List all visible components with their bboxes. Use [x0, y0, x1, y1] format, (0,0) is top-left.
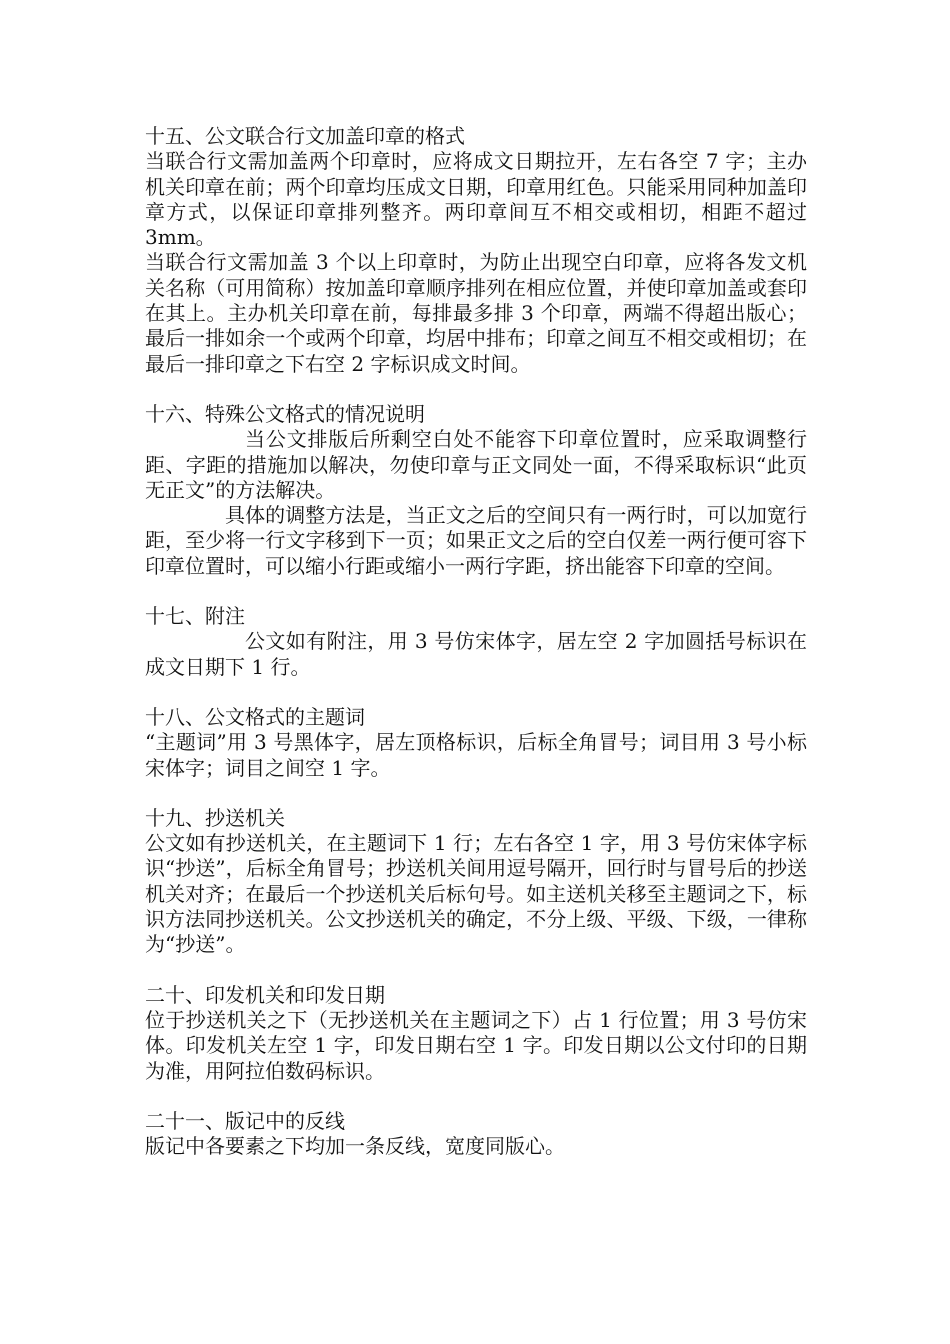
section-15 [145, 124, 807, 377]
section-paragraph: 当公文排版后所剩空白处不能容下印章位置时，应采取调整行距、字距的措施加以解决，勿使印章与正文同处一面，不得采取标识“此页无正文”的方法解决。 [145, 427, 807, 502]
section-heading: 十七、附注 [145, 604, 245, 629]
section-17 [145, 604, 807, 680]
section-paragraph: 当联合行文需加盖 3 个以上印章时，为防止出现空白印章，应将各发文机关名称（可用简称）按加盖印章顺序排列在相应位置，并使印章加盖或套印在其上。主办机关印章在前，每排最多排 3 个印章，两端不得超出版心；最后一排如余一个或两个印章，均居中排布；印章之间互不相交或相切；在最后一排印章之下右空 2 字标识成文时间。 [145, 250, 807, 376]
section-paragraph: 公文如有抄送机关，在主题词下 1 行；左右各空 1 字，用 3 号仿宋体字标识“抄送”，后标全角冒号；抄送机关间用逗号隔开，回行时与冒号后的抄送机关对齐；在最后一个抄送机关后标句号。如主送机关移至主题词之下，标识方法同抄送机关。公文抄送机关的确定，不分上级、平级、下级，一律称为“抄送”。 [145, 831, 807, 957]
section-heading: 十九、抄送机关 [145, 805, 285, 830]
document-page [145, 124, 807, 1184]
section-paragraph: 位于抄送机关之下（无抄送机关在主题词之下）占 1 行位置；用 3 号仿宋体。印发机关左空 1 字，印发日期右空 1 字。印发日期以公文付印的日期为准，用阿拉伯数码标识。 [145, 1007, 807, 1083]
section-21 [145, 1109, 807, 1160]
section-19 [145, 806, 807, 958]
section-heading: 十八、公文格式的主题词 [145, 704, 365, 729]
section-18 [145, 705, 807, 781]
section-paragraph: 当联合行文需加盖两个印章时，应将成文日期拉开，左右各空 7 字；主办机关印章在前；两个印章均压成文日期，印章用红色。只能采用同种加盖印章方式，以保证印章排列整齐。两印章间互不相交或相切，相距不超过 3mm。 [145, 149, 807, 250]
section-paragraph: “主题词”用 3 号黑体字，居左顶格标识，后标全角冒号；词目用 3 号小标宋体字；词目之间空 1 字。 [145, 730, 807, 780]
section-16 [145, 402, 807, 579]
section-heading: 二十、印发机关和印发日期 [145, 982, 385, 1007]
section-paragraph: 公文如有附注，用 3 号仿宋体字，居左空 2 字加圆括号标识在成文日期下 1 行。 [145, 629, 807, 679]
section-paragraph: 版记中各要素之下均加一条反线，宽度同版心。 [145, 1134, 565, 1159]
section-20 [145, 983, 807, 1084]
section-heading: 二十一、版记中的反线 [145, 1108, 345, 1133]
section-heading: 十六、特殊公文格式的情况说明 [145, 401, 425, 426]
section-heading: 十五、公文联合行文加盖印章的格式 [145, 124, 465, 148]
section-paragraph: 具体的调整方法是，当正文之后的空间只有一两行时，可以加宽行距，至少将一行文字移到下一页；如果正文之后的空白仅差一两行便可容下印章位置时，可以缩小行距或缩小一两行字距，挤出能容下印章的空间。 [145, 503, 807, 578]
